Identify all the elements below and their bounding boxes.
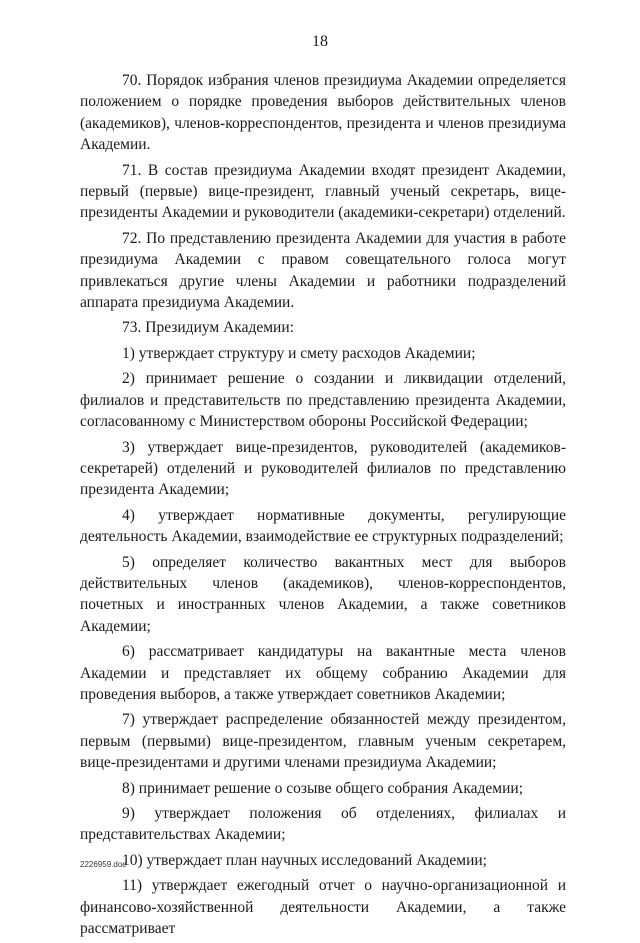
- paragraph-71: 71. В состав президиума Академии входят президент Академии, первый (первые) вице-президент, главный ученый секретарь, вице-президенты Академии и руководители (академики-секретари) отделений.: [80, 161, 566, 222]
- footer-filename: 2226959.doc: [80, 860, 127, 869]
- list-item-4: 4) утверждает нормативные документы, регулирующие деятельность Академии, взаимодействие ее структурных подразделений;: [80, 506, 566, 546]
- list-item-6: 6) рассматривает кандидатуры на вакантные места членов Академии и представляет их общему собранию Академии для проведения выборов, а также утверждает советников Академии;: [80, 643, 566, 703]
- page-number: 18: [312, 33, 328, 50]
- document-body: [80, 70, 566, 943]
- list-item-2: 2) принимает решение о создании и ликвидации отделений, филиалов и представительств по представлению президента Академии, согласованному с Министерством обороны Российской Федерации;: [80, 370, 566, 431]
- list-item-10: 10) утверждает план научных исследований Академии;: [122, 851, 487, 869]
- list-item-3: 3) утверждает вице-президентов, руководителей (академиков-секретарей) отделений и руководителей филиалов по представлению президента Академии;: [80, 438, 566, 499]
- paragraph-73: 73. Президиум Академии:: [122, 319, 294, 337]
- list-item-7: 7) утверждает распределение обязанностей между президентом, первым (первыми) вице-президентом, главным ученым секретарем, вице-президентами и другими членами президиума Академии;: [80, 711, 566, 772]
- list-item-5: 5) определяет количество вакантных мест для выборов действительных членов (академиков), членов-корреспондентов, почетных и иностранных членов Академии, а также советников Академии;: [80, 553, 566, 635]
- list-item-9: 9) утверждает положения об отделениях, филиалах и представительствах Академии;: [80, 805, 566, 844]
- paragraph-70: 70. Порядок избрания членов президиума Академии определяется положением о порядке проведения выборов действительных членов (академиков), членов-корреспондентов, президента и членов президиума Академии.: [80, 72, 566, 154]
- list-item-8: 8) принимает решение о созыве общего собрания Академии;: [122, 779, 524, 797]
- list-item-1: 1) утверждает структуру и смету расходов Академии;: [122, 344, 476, 362]
- list-item-11: 11) утверждает ежегодный отчет о научно-организационной и финансово-хозяйственной деятельности Академии, а также рассматривает: [80, 877, 566, 938]
- paragraph-72: 72. По представлению президента Академии для участия в работе президиума Академии с правом совещательного голоса могут привлекаться другие члены Академии и работники подразделений аппарата президиума Академии.: [80, 229, 566, 312]
